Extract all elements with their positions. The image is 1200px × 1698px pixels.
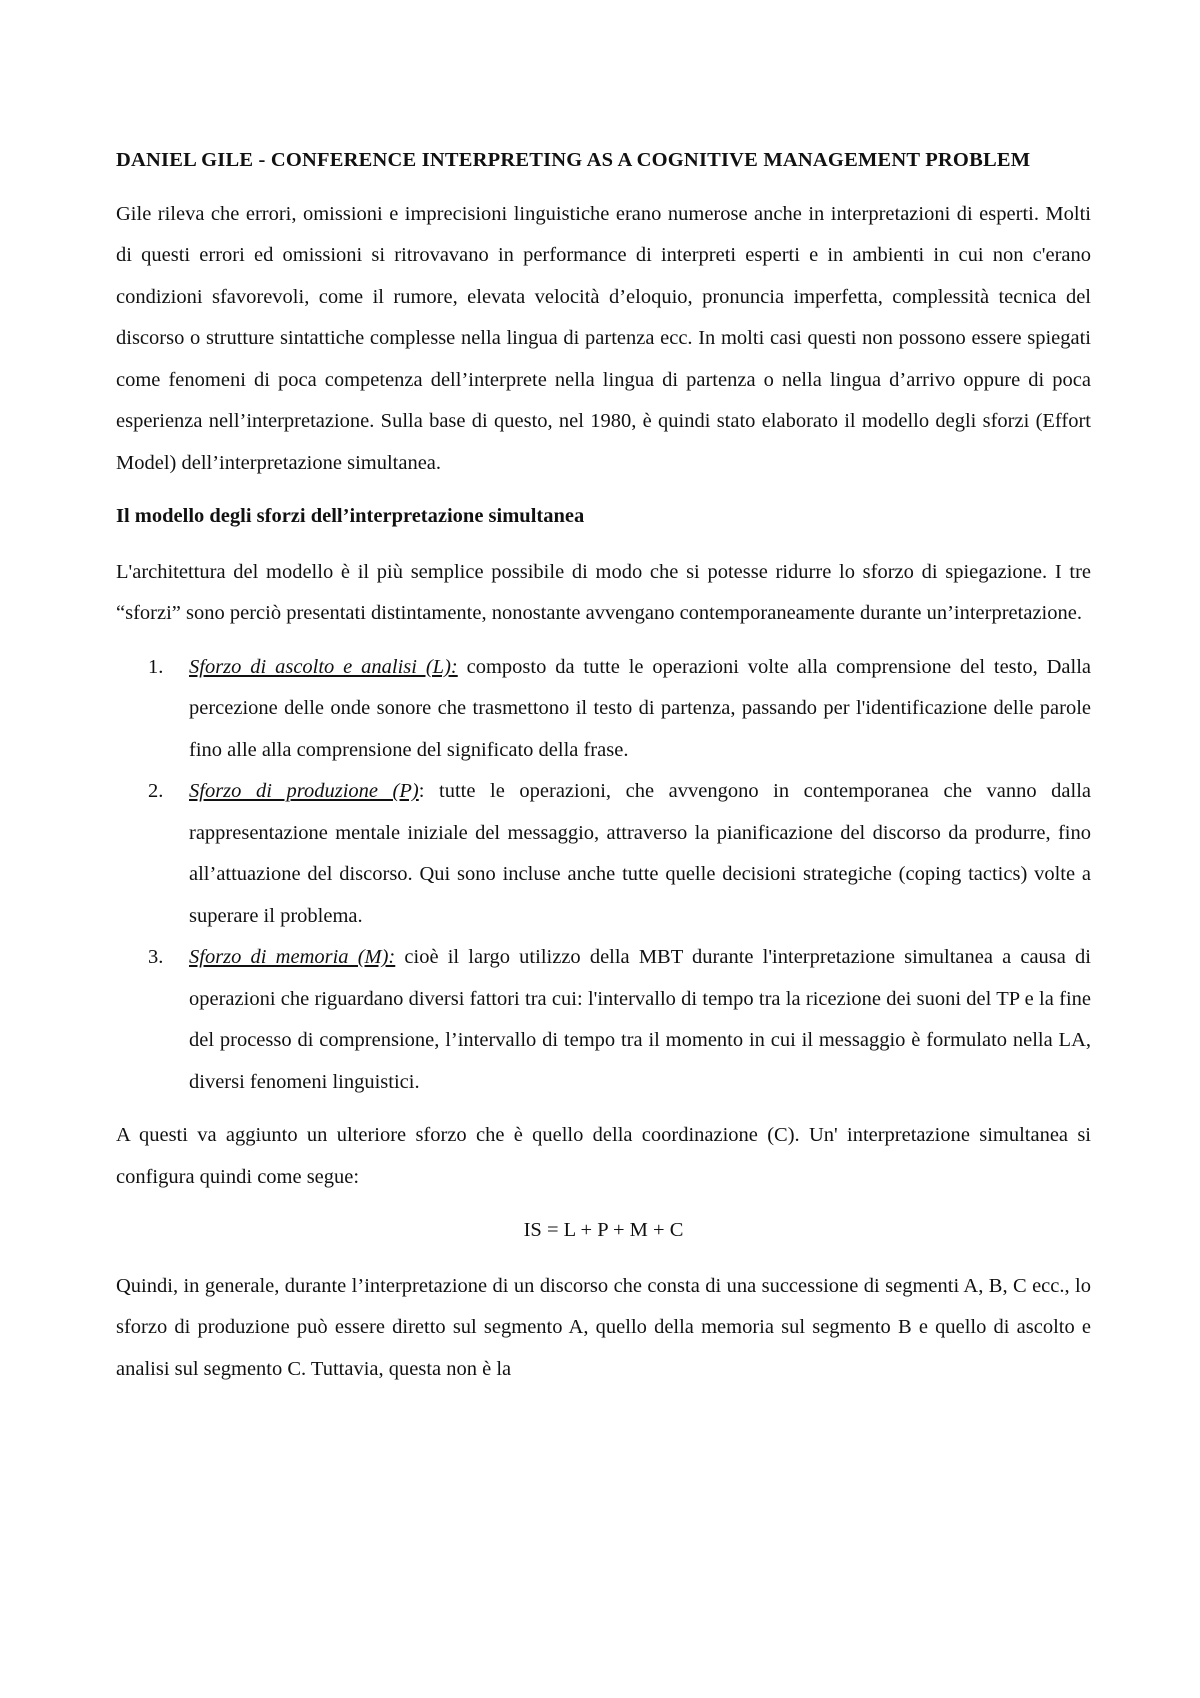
section-paragraph: L'architettura del modello è il più semplice possibile di modo che si potesse ridurre lo sforzo di spiegazione. I tre “sforzi” sono perciò presentati distintamente, nonostante avvengano contemporaneamente durante un’interpretazione.: [116, 560, 1091, 624]
document-body: [116, 140, 1091, 1402]
item-number: 1.: [148, 655, 164, 678]
effort-description: : tutte le operazioni, che avvengono in contemporanea che vanno dalla rappresentazione mentale iniziale del messaggio, attraverso la pianificazione del discorso da produrre, fino all’attuazione del discorso. Qui sono incluse anche tutte quelle decisioni strategiche (coping tactics) volte a superare il problema.: [189, 780, 1091, 927]
coordination-paragraph: A questi va aggiunto un ulteriore sforzo che è quello della coordinazione (C). Un' interpretazione simultanea si configura quindi come segue:: [116, 1124, 1091, 1188]
effort-term: Sforzo di ascolto e analisi (L):: [189, 655, 458, 678]
efforts-list: [116, 647, 1091, 1104]
item-number: 3.: [148, 946, 164, 968]
effort-term: Sforzo di produzione (P): [189, 780, 419, 802]
effort-item-production: [148, 771, 1091, 937]
document-title: DANIEL GILE - CONFERENCE INTERPRETING AS A COGNITIVE MANAGEMENT PROBLEM: [116, 149, 1031, 171]
formula: IS = L + P + M + C: [523, 1219, 684, 1241]
closing-paragraph: Quindi, in generale, durante l’interpretazione di un discorso che consta di una successione di segmenti A, B, C ecc., lo sforzo di produzione può essere diretto sul segmento A, quello della memoria sul segmento B e quello di ascolto e analisi sul segmento C. Tuttavia, questa non è la: [116, 1274, 1091, 1380]
effort-item-memory: [148, 937, 1091, 1103]
effort-description: cioè il largo utilizzo della MBT durante l'interpretazione simultanea a causa di operazioni che riguardano diversi fattori tra cui: l'intervallo di tempo tra la ricezione dei suoni del TP e la fine del processo di comprensione, l’intervallo di tempo tra il momento in cui il messaggio è formulato nella LA, diversi fenomeni linguistici.: [189, 946, 1091, 1093]
intro-paragraph: Gile rileva che errori, omissioni e imprecisioni linguistiche erano numerose anche in interpretazioni di esperti. Molti di questi errori ed omissioni si ritrovavano in performance di interpreti esperti e in ambienti in cui non c'erano condizioni sfavorevoli, come il rumore, elevata velocità d’eloquio, pronuncia imperfetta, complessità tecnica del discorso o strutture sintattiche complesse nella lingua di partenza ecc. In molti casi questi non possono essere spiegati come fenomeni di poca competenza dell’interprete nella lingua di partenza o nella lingua d’arrivo oppure di poca esperienza nell’interpretazione. Sulla base di questo, nel 1980, è quindi stato elaborato il modello degli sforzi (Effort Model) dell’interpretazione simultanea.: [116, 202, 1091, 474]
effort-term: Sforzo di memoria (M):: [189, 946, 396, 968]
item-number: 2.: [148, 780, 164, 802]
effort-item-listening: [148, 647, 1092, 772]
effort-description: composto da tutte le operazioni volte alla comprensione del testo, Dalla percezione delle onde sonore che trasmettono il testo di partenza, passando per l'identificazione delle parole fino alle alla comprensione del significato della frase.: [189, 655, 1092, 761]
section-heading: Il modello degli sforzi dell’interpretazione simultanea: [116, 505, 585, 527]
